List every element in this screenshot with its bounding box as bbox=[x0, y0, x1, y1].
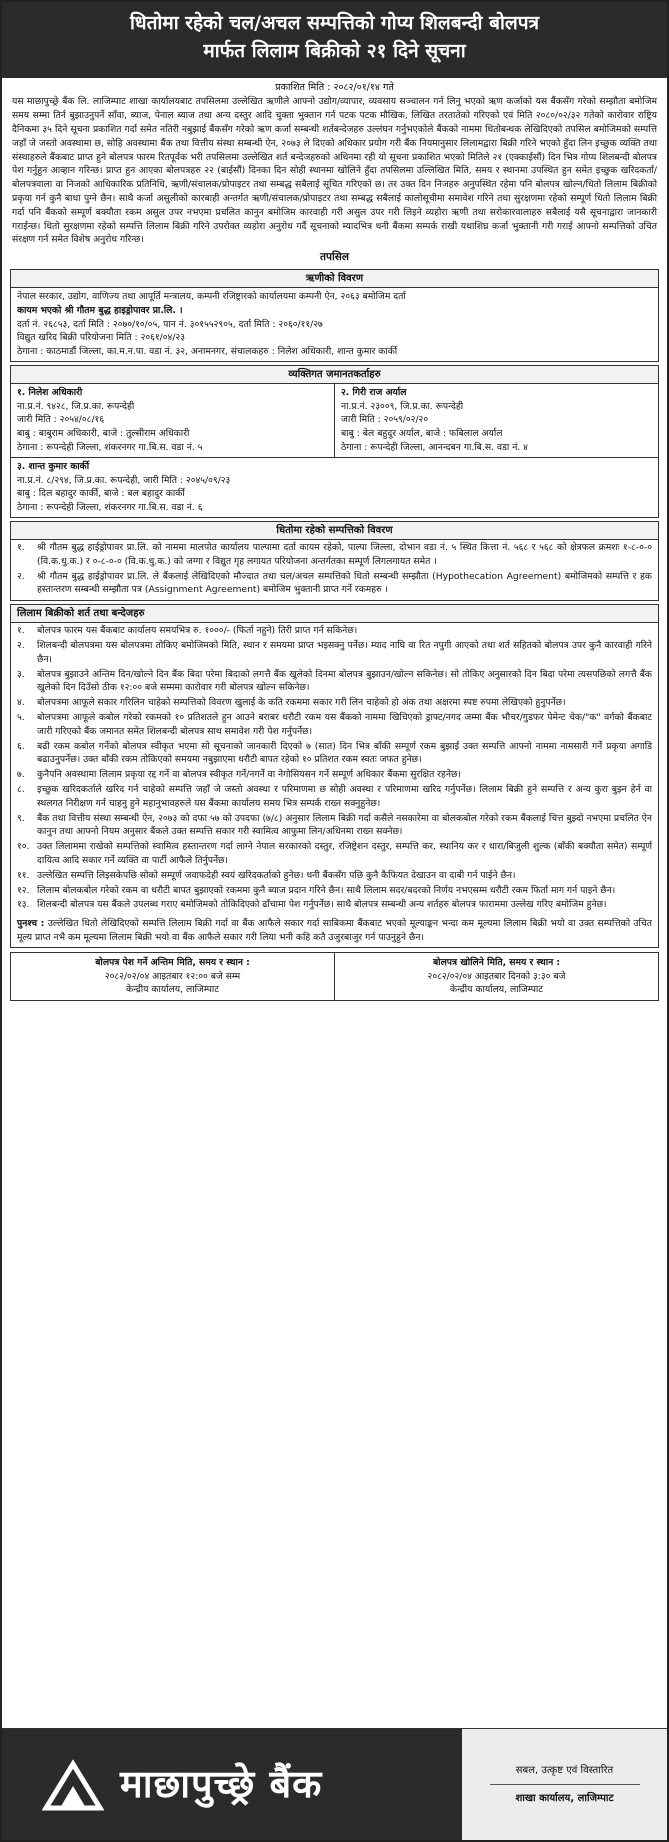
guarantor-line: ना.प्र.नं. २३००९, जि.प्र.का. रूपन्देही bbox=[341, 400, 464, 412]
footer-brand bbox=[2, 1729, 462, 1840]
guarantor-line: ठेगाना : रूपन्देही जिल्ला, शंकरनगर गा.बि.स. वडा नं. ६ bbox=[17, 502, 203, 514]
guarantor-name: २. गिरी राज अर्याल bbox=[341, 386, 407, 398]
terms-item bbox=[17, 740, 652, 768]
guarantor-line: ठेगाना : रूपन्देही जिल्ला, आनन्दबन गा.बि.स. वडा नं. ४ bbox=[341, 442, 528, 454]
guarantor-2 bbox=[335, 384, 658, 457]
intro-paragraph: यस माछापुच्छ्रे बैंक लि. लाजिम्पाट शाखा कार्यालयबाट तपसिलमा उल्लेखित ऋणीले आफ्नो उद्योग/व्यापार, व्यवसाय सञ्चालन गर्न लिनु भएको ऋण कर्जाको यस बैंकसँग गरेको सम्झौता बमोजिम समय सम्मा तिर्न बुझाउनुपर्ने साँवा, ब्याज, पेनाल ब्याज तथा अन्य दस्तुर आदि चुक्ता भुक्तान गर्न पटक पटक मौखिक, लिखित तरतातेको गरिएको एवं मिति २०८०/०२/३२ गतेको कारोवार राष्ट्रिय दैनिकमा ३५ दिने सूचना प्रकाशित गर्दा समेत नतिरी नबुझाई बैंकसँग गरेको ऋण कर्जा सम्बन्धी शर्तबन्देजहरु उल्लंघन गर्नुभएकोले बैंकको नाममा धितोबन्धक लेखिदिएको तपसिल बमोजिमको सम्पत्ति जहाँ जे जस्तो अवस्थामा छ, सोहि अवस्थामा बैंक तथा वित्तीय संस्था सम्बन्धी ऐन, २०७३ ले दिएको अधिकार प्रयोग गरी बैंक नियमानुसार लिलामद्वारा बिक्री गरिने भएको हुँदा लिन इच्छुक व्यक्ति तथा संस्थाहरुले बैंकबाट प्राप्त हुने बोलपत्र फारम रितपूर्वक भरी तपसिलमा उल्लेखित शर्त बन्देजहरुको अधिनमा रही यो सूचना प्रकाशित भएको मितिले २१ (एक्काईसौं) दिन भित्र गोप्य शिलबन्दी बोलपत्र पेश गर्नुहुन आव्हान गरिन्छ। प्राप्त हुन आएका बोलपत्रहरु २२ (बाईसौं) दिनका दिन सोही स्थानमा खोलिने हुँदा तपसिलमा उल्लिखित मिति, समय र स्थानमा उपस्थित हुन समेत इच्छुक खरिदकर्ता/बोलपत्रवाला वा निजको आधिकारिक प्रतिनिधि, ऋणी/संचालक/प्रोपाइटर तथा सम्बद्ध सबैलाई सूचित गरिएको छ। तर उक्त दिन निजहरु अनुपस्थित रहेमा पनि बोलपत्र खोल्न/धितो लिलाम बिक्रीको प्रकृया गर्न कुनै बाधा पुग्ने छैन। साथै कर्जा असुलीको कारबाही अन्तर्गत ऋणी/संचालक/प्रोपाइटर तथा सम्बद्ध सबैलाई कालोसूचीमा समावेश गरिने तथा सुरक्षणमा रहेको सम्पूर्ण धितो लिलाम बिक्री गर्दा पनि बैंकको सम्पूर्ण बक्यौता रकम असुल उपर नभएमा प्रचलित कानुन बमोजिम कारवाही गरी असुल उपर गरी लिइने व्यहोरा ऋणी तथा सरोकारवालाहरु सबैलाई यसै सूचनाद्वारा जानकारी गराईन्छ। धितो सुरक्षणमा रहेको सम्पत्ति लिलाम बिक्री गरिने उपरोक्त व्यहोरा अनुरोध गर्दै सूचनाको म्यादभित्र धनी बैंकमा सम्पर्क राखी यथाशिघ्र कर्जा भुक्तानी गरी गराई आफ्नो सम्पत्तिको उचित संरक्षण गर्न समेत विशेष अनुरोध गरिन्छ। bbox=[12, 96, 658, 246]
submit-deadline-place: केन्द्रीय कार्यालय, लाजिम्पाट bbox=[126, 984, 219, 996]
item-number: १०. bbox=[17, 841, 30, 853]
submit-deadline-time: २०८२/०२/०४ आइतबार १२:०० बजे सम्म bbox=[104, 970, 241, 982]
collateral-title: धितोमा रहेको सम्पत्तिको विवरण bbox=[11, 522, 658, 540]
item-text: इच्छुक खरिदकर्ताले खरिद गर्न चाहेको सम्पत्ति जहाँ जे जस्तो अवस्था र परिमाणमा छ सोही अवस्था र परिमाणमा खरिद गर्नुपर्नेछ। लिलाम बिक्री हुने सम्पत्ति र अन्य कुरा बुझ्न हेर्न वा स्थलगत निरीक्षण गर्न चाहनु हुने महानुभावहरुले यस बैंकमा कार्यालय समय भित्र सम्पर्क राख्न सक्नुहुनेछ। bbox=[37, 784, 652, 809]
guarantor-line: जारी मिति : २०५९/०२/२० bbox=[341, 414, 429, 426]
bank-name: माछापुच्छ्रे बैंक bbox=[120, 1762, 323, 1806]
item-text: बैंक तथा वित्तीय संस्था सम्बन्धी ऐन, २०७३ को दफा ५७ को उपदफा (७/८) अनुसार लिलाम बिक्री गर्दा कसैले नसकारेमा वा बोलकबोल गरेको रकम बैंकलाई चित्त बुझ्दो नभएमा प्रचलित ऐन कानुन तथा आफ्नो नियम अनुसार बैंकले उक्त सम्पत्ति सकार गरी स्वामित्व आफुमा लिन/अधिनमा राख्न सक्नेछ। bbox=[37, 812, 652, 838]
terms-item bbox=[17, 783, 652, 811]
guarantor-line: बाबु : बेल बहुदुर अर्याल, बाजे : फबिलाल अर्याल bbox=[341, 428, 503, 440]
headline-line1: धितोमा रहेको चल/अचल सम्पत्तिको गोप्य शिलबन्दी बोलपत्र bbox=[129, 12, 540, 34]
terms-item bbox=[17, 668, 652, 696]
postscript bbox=[11, 915, 658, 947]
item-text: बोलपत्र फारम यस बैंकबाट कार्यालय समयभित्र रु. १०००/- (फिर्ता नहुने) तिरी प्राप्त गर्न सकिनेछ। bbox=[37, 625, 358, 637]
terms-item bbox=[17, 624, 652, 638]
guarantor-name: १. निलेश अधिकारी bbox=[17, 386, 83, 398]
published-date: प्रकाशित मिति : २०८२/०१/१४ गते bbox=[275, 82, 394, 93]
item-text: बोलपत्र बुझाउने अन्तिम दिन/खोल्ने दिन बैंक बिदा परेमा बिदाको लगत्तै बैंक खुलेको दिनमा बोलपत्र बुझाउन/खोल्न सकिनेछ। सो तोकिए अनुसारको दिन बिदा परेमा त्यसपछिको लगत्तै बैंक खुलेको दिन दिउँसो ठीक १२:०० बजे सम्ममा कारोवार गरी बोलपत्र खोल्न सकिनेछ। bbox=[37, 668, 652, 694]
collateral-item bbox=[17, 570, 652, 598]
item-number: ५. bbox=[17, 712, 25, 724]
guarantor-line: जारी मिति : २०५४/०८/१६ bbox=[17, 414, 105, 426]
item-number: ४. bbox=[17, 697, 25, 709]
item-number: १२. bbox=[17, 884, 30, 896]
terms-box bbox=[10, 604, 659, 948]
item-text: श्री गौतम बुद्ध हाईड्रोपावर प्रा.लि. को नाममा मालपोत कार्यालय पाल्पामा दर्ता कायम रहेको, पाल्पा जिल्ला, दोभान वडा नं. ५ स्थित कित्ता नं. ५६८ र ५६८ को क्षेत्रफल क्रमशः १-८-०-० (वि.क.धु.क.) र ०-८-०-० (वि.क.धु.क.) को जग्गा र विद्युत गृह लगायत परियोजना अन्तर्गतका सम्पूर्ण लिगलगायत समेत । bbox=[37, 542, 652, 567]
terms-item bbox=[17, 639, 652, 667]
item-text: उल्लेखित सम्पत्ति लिइसकेपछि सोको सम्पूर्ण जवाफदेही स्वयं खरिदकर्ताको हुनेछ। धनी बैंकसँग पछि कुनै कैफियत देखाउन वा दाबी गर्न पाईने छैन। bbox=[37, 869, 516, 881]
item-number: १. bbox=[17, 542, 25, 554]
opening-schedule-title: बोलपत्र खोलिने मिति, समय र स्थान : bbox=[432, 956, 561, 968]
guarantor-1 bbox=[11, 384, 335, 457]
opening-schedule-time: २०८२/०२/०४ आइतबार दिनको ३:३० बजे bbox=[427, 970, 566, 982]
borrower-line: कायम भएको श्री गौतम बुद्ध हाइड्रोपावर प्रा.लि. । bbox=[17, 304, 183, 316]
guarantor-line: ना.प्र.नं. ८/२९४, जि.प्र.का. रूपन्देही, जारी मिति : २०४५/०९/२३ bbox=[17, 474, 231, 486]
item-number: ३. bbox=[17, 668, 25, 680]
borrower-box bbox=[10, 269, 659, 362]
item-text: शिलबन्दी बोलपत्र यस बैंकले उपलब्ध गराए बमोजिमको तोकिदिएको ढाँचामा पेश गर्नुपर्नेछ। साथै बोलपत्र सम्बन्धी अन्य शर्तहरु बोलपत्र फाराममा उल्लेख गरिए बमोजिम हुनेछ। bbox=[37, 899, 607, 911]
item-text: बढी रकम कबोल गर्नेको बोलपत्र स्वीकृत भएमा सो सूचनाको जानकारी दिएको ७ (सात) दिन भित्र बाँकी सम्पूर्ण रकम बुझाई उक्त सम्पत्ति आफ्नो नाममा नामसारी गर्ने प्रकृया अगाडि बढाउनुपर्नेछ। उक्त बाँकी रकम तोकिएको समयमा नबुझाएमा धरौटी बापत रहेको १० प्रतिशत रकम स्वतः जफत हुनेछ। bbox=[37, 740, 652, 766]
headline-line2: मार्फत लिलाम बिक्रीको २१ दिने सूचना bbox=[203, 39, 466, 62]
item-number: २. bbox=[17, 570, 25, 582]
opening-schedule bbox=[335, 953, 658, 1000]
guarantor-line: ना.प्र.नं. ९४२८, जि.प्र.का. रूपन्देही bbox=[17, 400, 135, 412]
terms-item bbox=[17, 884, 652, 898]
guarantor-line: बाबु : दिल बहादुर कार्की, बाजे : बल बहादुर कार्की bbox=[17, 488, 185, 500]
opening-schedule-place: केन्द्रीय कार्यालय, लाजिम्पाट bbox=[450, 984, 543, 996]
terms-item bbox=[17, 768, 652, 782]
item-text: शिलबन्दी बोलपत्रमा यस बोलपत्रमा तोकिए बमोजिमको मिति, स्थान र समयमा प्राप्त भइसक्नु पर्नेछ। म्याद नाघि वा रित नपुगी आएको तथा शर्त सहितको बोलपत्र उपर कुनै कारवाही गरिने छैन। bbox=[37, 640, 652, 665]
terms-item bbox=[17, 869, 652, 883]
notice-content bbox=[2, 81, 667, 1001]
footer-divider bbox=[490, 1784, 640, 1785]
mountain-logo-icon bbox=[42, 1758, 104, 1812]
borrower-line: दर्ता नं. २६८५३, दर्ता मिति : २०७०/१०/०५, पान नं. ३०१५५२९०५, दर्ता मिति : २०६०/११/२७ bbox=[17, 318, 323, 330]
postscript-text: उल्लेखित धितो लेखिदिएको सम्पत्ति लिलाम बिक्री गर्दा वा बैंक आफैले सकार गर्दा साबिकमा बैंकबाट भएको मूल्याङ्कन भन्दा कम मूल्यमा लिलाम बिक्री भयो वा उक्त सम्पत्तिको उचित मूल्य प्राप्त नभै कम मूल्यमा लिलाम बिक्री भयो वा बैंक आफैले सकार गरी लिया भनी कहि कतै उजुरबाजुर गर्न पाउनुहुने छैन। bbox=[17, 918, 653, 943]
guarantor-name: ३. शान्त कुमार कार्की bbox=[17, 460, 90, 472]
item-text: कुनैपनि अवस्थामा लिलाम प्रकृया रद्द गर्ने वा बोलपत्र स्वीकृत गर्ने/नगर्ने वा नेगोसियसन गर्ने सम्पूर्ण अधिकार बैंकमा सुरक्षित रहनेछ। bbox=[37, 769, 461, 781]
item-number: १. bbox=[17, 625, 25, 637]
guarantor-line: ठेगाना : रूपन्देही जिल्ला, शंकरनगर गा.बि.स. वडा नं. ५ bbox=[17, 442, 203, 454]
item-number: ७. bbox=[17, 769, 25, 781]
borrower-line: ठेगाना : काठमाडौं जिल्ला, का.म.न.पा. वडा नं. ३२, अनामनगर, संचालकहरु : निलेश अधिकारी, शान्त कुमार कार्की bbox=[17, 346, 398, 358]
branch-office: शाखा कार्यालय, लाजिम्पाट bbox=[515, 1793, 614, 1804]
terms-item bbox=[17, 812, 652, 840]
item-number: ८. bbox=[17, 784, 25, 796]
guarantors-box bbox=[10, 365, 659, 518]
item-text: लिलाम बोलकबोल गरेको रकम वा धरौटी बापत बुझाएको रकममा कुनै ब्याज प्रदान गरिने छैन। साथै लिलाम सदर/बदरको निर्णय नभएसम्म धरौटी रकम फिर्ता माग गर्न पाइने छैन। bbox=[37, 884, 616, 896]
item-text: श्री गौतम बुद्ध हाईड्रोपावर प्रा.लि. ले बैंकलाई लेखिदिएको मौज्दात तथा चल/अचल सम्पत्तिको धितो सम्बन्धी सम्झौता (Hypothecation Agreement) बमोजिमको सम्पत्ति र हक हस्तान्तरण सम्बन्धी सम्झौता पत्र (Assignment Agreement) बमोजिम भुक्तानी प्राप्त गर्ने रकमहरु । bbox=[37, 570, 652, 596]
headline bbox=[2, 2, 667, 78]
deadlines bbox=[10, 952, 659, 1001]
footer-info bbox=[462, 1729, 667, 1840]
submit-deadline-title: बोलपत्र पेश गर्ने अन्तिम मिति, समय र स्थान : bbox=[95, 956, 250, 968]
item-text: उक्त लिलाममा राखेको सम्पत्तिको स्वामित्व हस्तान्तरण गर्दा लाग्ने नेपाल सरकारको दस्तुर, रजिष्ट्रेशन दस्तुर, सम्पत्ति कर, स्थानिय कर र धारा/बिजुली शुल्क (बाँकी बक्यौता समेत) सम्पूर्ण दायित्व आदि सकार गर्ने व्यक्ति वा पार्टी आफैले तिर्नुपर्नेछ। bbox=[37, 841, 652, 866]
submit-deadline bbox=[11, 953, 335, 1000]
footer bbox=[2, 1728, 667, 1840]
collateral-list bbox=[11, 541, 658, 600]
terms-item bbox=[17, 696, 652, 710]
borrower-line: नेपाल सरकार, उद्योग, वाणिज्य तथा आपूर्ति मन्त्रालय, कम्पनी रजिष्ट्रारको कार्यालयमा कम्पनी ऐन, २०६३ बमोजिम दर्ता bbox=[17, 290, 406, 302]
item-text: बोलपत्रमा आफूले कबोल गरेको रकमको १० प्रतिशतले हुन आउने बराबर धरौटी रकम यस बैंकको नाममा खिचिएको ड्राफ्ट/नगद जम्मा बैंक भौचर/गुडफर पेमेन्ट चेक/"क" वर्गको बैंकबाट जारी गरिएको बैंक जमानत समेत शिलबन्दी बोलपत्र साथ समावेश गरी पेश गर्नुपर्नेछ। bbox=[37, 712, 652, 737]
item-number: ९. bbox=[17, 812, 25, 824]
item-number: १३. bbox=[17, 899, 30, 911]
terms-item bbox=[17, 840, 652, 868]
terms-title: लिलाम बिक्रीको शर्त तथा बन्देजहरु bbox=[11, 605, 658, 623]
terms-item bbox=[17, 711, 652, 739]
collateral-box bbox=[10, 521, 659, 601]
terms-list bbox=[11, 624, 658, 915]
tapasil-title: तपसिल bbox=[320, 251, 349, 264]
bank-tagline: सबल, उत्कृष्ट एवं विस्तारित bbox=[515, 1765, 614, 1776]
guarantor-line: बाबु : बाबुराम अधिकारी, बाजे : तुल्सीराम अधिकारी bbox=[17, 428, 190, 440]
postscript-label: पुनश्च : bbox=[17, 918, 45, 930]
guarantors-title: व्यक्तिगत जमानतकर्ताहरु bbox=[11, 366, 658, 384]
borrower-line: विद्युत खरिद बिक्री परियोजना मिति : २०६१/०४/२३ bbox=[17, 332, 185, 344]
item-number: ११. bbox=[17, 869, 30, 881]
item-text: बोलपत्रमा आफूले सकार गरिलिन चाहेको सम्पत्तिको विवरण खुलाई के कति रकममा सकार गरी लिन चाहेको हो अंक तथा अक्षरमा स्पष्ट रुपमा लेखिएको हुनुपर्नेछ। bbox=[37, 697, 566, 709]
item-number: ६. bbox=[17, 740, 25, 752]
item-number: २. bbox=[17, 640, 25, 652]
terms-item bbox=[17, 898, 652, 912]
borrower-title: ऋणीको विवरण bbox=[11, 270, 658, 288]
collateral-item bbox=[17, 541, 652, 569]
guarantor-3 bbox=[11, 457, 658, 517]
